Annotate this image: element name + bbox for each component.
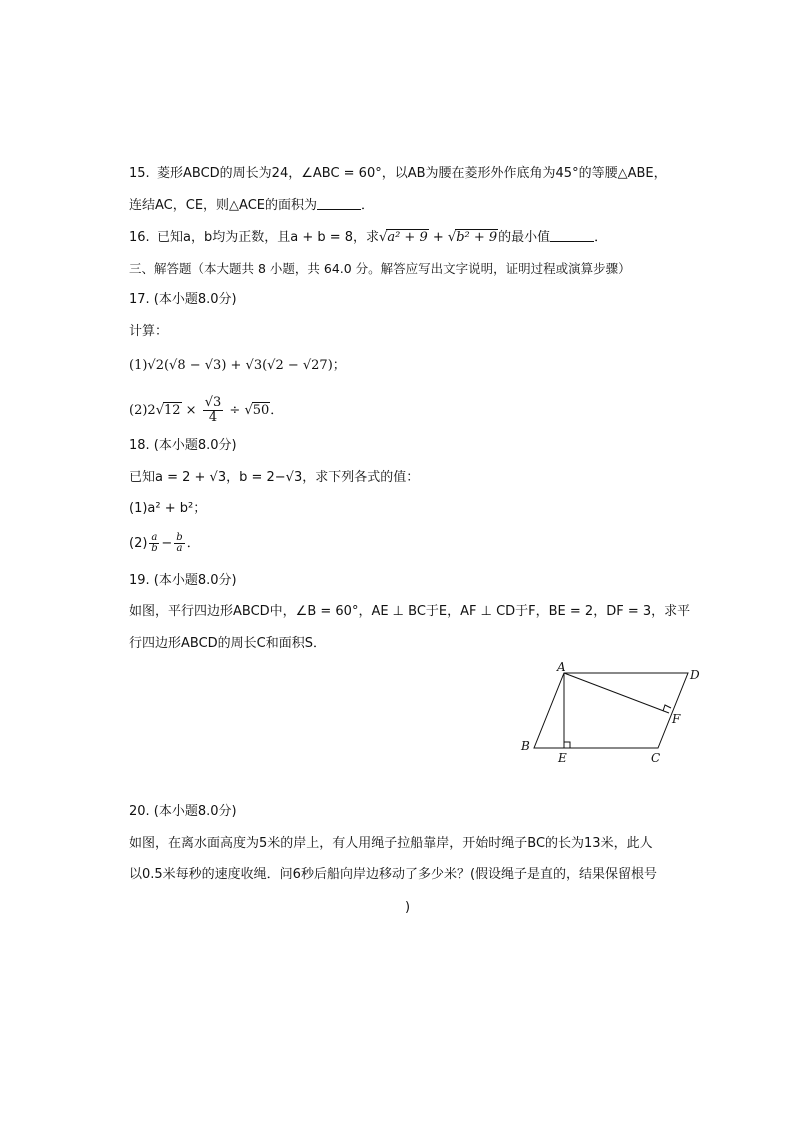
times-sign: ×	[181, 403, 201, 418]
q16-number: 16.	[129, 230, 150, 245]
right-angle-mark-f	[663, 705, 671, 711]
q16-line	[129, 228, 607, 248]
sqrt-symbol: √	[379, 230, 388, 245]
q17-part1-expression: √2(√8 − √3) + √3(√2 − √27)；	[147, 358, 346, 373]
q18-part2	[129, 533, 200, 554]
label-b: B	[521, 739, 530, 753]
fraction-numerator: √3	[204, 395, 222, 410]
q20-line1: 如图，在离水面高度为5米的岸上，有人用绳子拉船靠岸，开始时绳子BC的长为13米，此人	[129, 836, 653, 851]
q16-radicand-1: a² + 9	[387, 230, 428, 245]
q17-part1	[129, 356, 346, 376]
parallelogram-abcd	[534, 673, 688, 748]
right-angle-mark-e	[564, 742, 570, 748]
q18-header: 18. (本小题8.0分)	[129, 438, 237, 453]
minus-sign: −	[161, 536, 173, 551]
q15-answer-blank[interactable]	[317, 197, 361, 210]
q18-fraction-a-over-b	[149, 533, 159, 554]
fraction-denominator: b	[151, 543, 158, 554]
divide-sign: ÷	[225, 403, 245, 418]
fraction-denominator: 4	[208, 410, 218, 425]
label-d: D	[690, 668, 700, 682]
label-a: A	[557, 660, 566, 674]
parallelogram-figure	[515, 658, 705, 770]
q17-part1-label: (1)	[129, 358, 148, 373]
q16-answer-blank[interactable]	[550, 229, 594, 242]
fraction-numerator: b	[176, 532, 183, 543]
q20-line2: 以0.5米每秒的速度收绳．问6秒后船向岸边移动了多少米？(假设绳子是直的，结果保留根号	[129, 867, 658, 882]
label-e: E	[558, 751, 567, 765]
segment-af	[564, 673, 669, 713]
q20-header: 20. (本小题8.0分)	[129, 804, 237, 819]
q17-part2-radicand: 12	[164, 403, 181, 418]
q17-part2	[129, 396, 283, 425]
q17-part2-fraction	[203, 396, 224, 425]
q19-line1: 如图，平行四边形ABCD中，∠B = 60°，AE ⊥ BC于E，AF ⊥ CD于F，BE = 2，DF = 3，求平	[129, 604, 691, 619]
label-c: C	[651, 751, 661, 765]
sqrt-symbol: √	[155, 403, 164, 418]
q18-part1: (1)a² + b²；	[129, 501, 207, 516]
sqrt-symbol: √	[244, 403, 253, 418]
q16-prefix: 已知a，b均为正数，且a + b = 8，求	[157, 230, 380, 245]
q18-part2-end: ．	[186, 536, 200, 551]
q15-text-line1: 菱形ABCD的周长为24，∠ABC = 60°，以AB为腰在菱形外作底角为45°的等腰△ABE，	[157, 166, 667, 181]
q17-header: 17. (本小题8.0分)	[129, 292, 237, 307]
sqrt-symbol: √	[447, 230, 457, 245]
q16-end: ．	[594, 230, 608, 245]
q17-part2-coef: 2	[147, 403, 156, 418]
q15-number: 15.	[129, 166, 150, 181]
label-f: F	[672, 712, 681, 726]
q16-plus: +	[428, 230, 448, 245]
q16-radicand-2: b² + 9	[456, 230, 498, 245]
q20-line3: )	[405, 900, 411, 915]
q18-part2-label: (2)	[129, 536, 148, 551]
q16-suffix: 的最小值	[498, 230, 551, 245]
section-heading: 三、解答题（本大题共 8 小题，共 64.0 分。解答应写出文字说明，证明过程或演算步骤）	[129, 261, 631, 276]
q17-intro: 计算：	[129, 324, 169, 339]
q17-part2-label: (2)	[129, 403, 148, 418]
q18-intro: 已知a = 2 + √3，b = 2−√3，求下列各式的值：	[129, 470, 420, 485]
q17-part2-radicand-2: 50	[252, 403, 270, 418]
q18-fraction-b-over-a	[174, 533, 184, 554]
fraction-numerator: a	[151, 532, 158, 543]
q19-header: 19. (本小题8.0分)	[129, 573, 237, 588]
q15-period: ．	[361, 198, 375, 213]
q15-line2	[129, 196, 374, 216]
q15-line1	[129, 164, 667, 184]
q19-line2: 行四边形ABCD的周长C和面积S．	[129, 636, 326, 651]
q15-text-line2: 连结AC，CE，则△ACE的面积为	[129, 198, 317, 213]
fraction-denominator: a	[176, 543, 183, 554]
q17-part2-end: ．	[270, 403, 284, 418]
